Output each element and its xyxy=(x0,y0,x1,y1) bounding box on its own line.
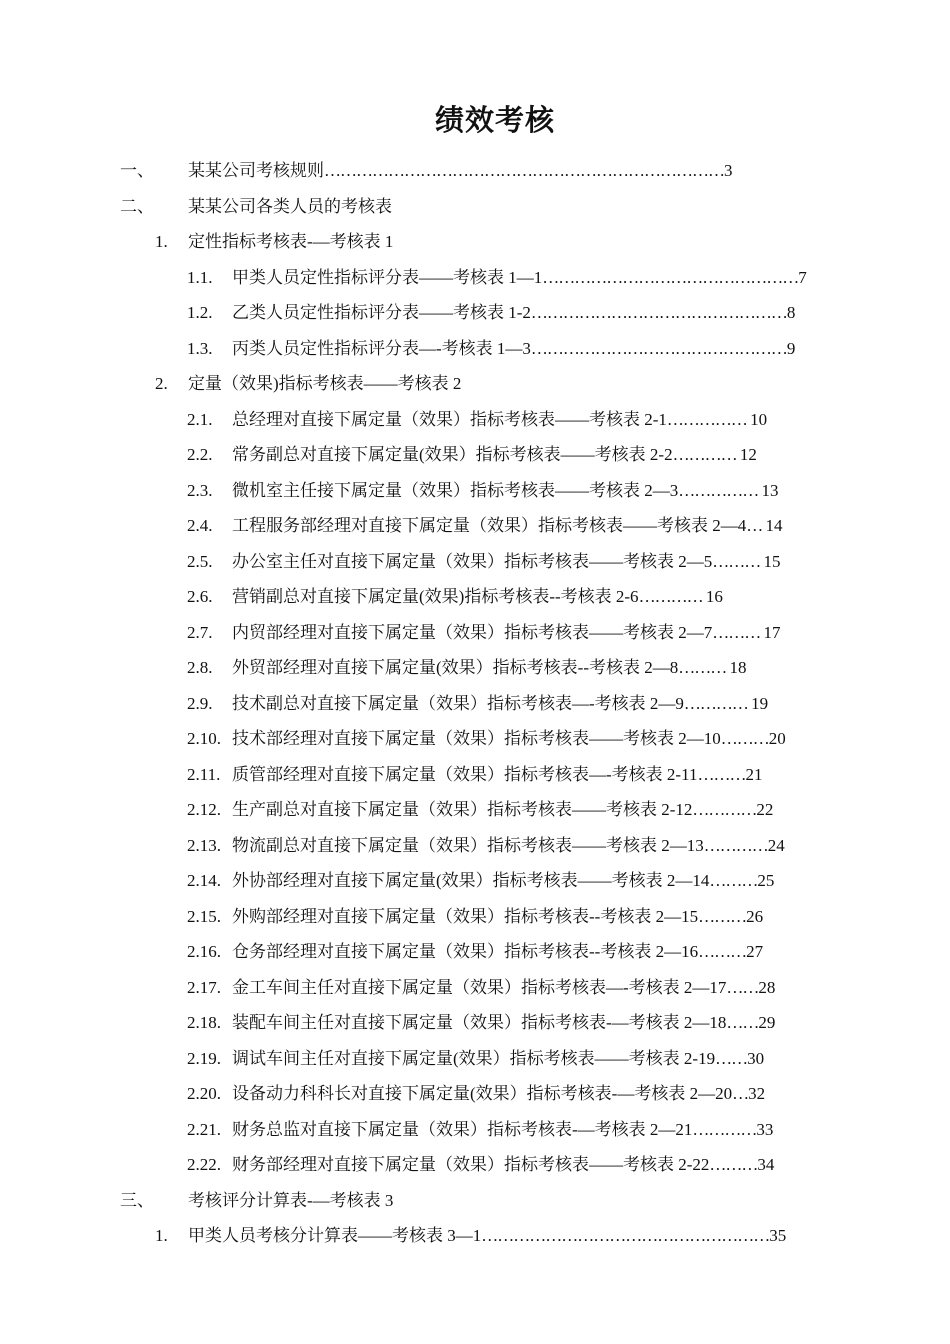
toc-entry-text xyxy=(232,1112,773,1148)
toc-entry-label: 技术部经理对直接下属定量（效果）指标考核表——考核表 2—10 xyxy=(232,729,721,748)
toc-entry-text xyxy=(232,402,767,438)
toc-entry-label: 财务总监对直接下属定量（效果）指标考核表-—考核表 2—21 xyxy=(232,1119,693,1139)
toc-entry-text xyxy=(232,721,786,757)
toc-entry-leader: ……… xyxy=(712,622,764,642)
toc-entry-page: 12 xyxy=(739,445,757,464)
toc-entry-number: 2.20. xyxy=(187,1084,221,1103)
toc-entry-text xyxy=(232,260,807,296)
table-of-contents xyxy=(0,153,950,1254)
toc-entry-number: 2.14. xyxy=(187,871,221,890)
toc-entry-label: 微机室主任接下属定量（效果）指标考核表——考核表 2—3 xyxy=(232,480,679,500)
toc-entry-page: 30 xyxy=(747,1048,765,1068)
toc-entry-page: 33 xyxy=(756,1119,774,1139)
toc-entry-label: 外贸部经理对直接下属定量(效果）指标考核表--考核表 2—8 xyxy=(232,658,679,677)
toc-entry-text xyxy=(188,366,461,402)
toc-entry-leader: …… xyxy=(715,1048,748,1068)
toc-entry-page: 7 xyxy=(798,267,807,287)
toc-entry-page: 9 xyxy=(786,338,796,358)
toc-entry-number: 2.13. xyxy=(187,835,221,855)
toc-entry-text xyxy=(232,1041,764,1077)
toc-entry-label: 设备动力科科长对直接下属定量(效果）指标考核表-—考核表 2—20 xyxy=(232,1084,733,1103)
toc-entry-label: 外购部经理对直接下属定量（效果）指标考核表--考核表 2—15 xyxy=(232,906,699,926)
toc-entry-label: 考核评分计算表-—考核表 3 xyxy=(188,1190,394,1210)
toc-entry-number: 1.2. xyxy=(187,303,213,322)
toc-entry-number: 2.2. xyxy=(187,445,213,464)
toc-entry-number: 2.15. xyxy=(187,906,221,926)
toc-entry-text xyxy=(188,153,733,189)
toc-entry-text xyxy=(232,757,762,793)
toc-entry-leader: ………………………………………………………………… xyxy=(324,161,724,180)
toc-entry-label: 定量（效果)指标考核表——考核表 2 xyxy=(188,374,462,393)
toc-entry-label: 外协部经理对直接下属定量(效果）指标考核表——考核表 2—14 xyxy=(232,871,710,890)
toc-entry-leader: ………… xyxy=(683,693,752,713)
toc-entry[interactable] xyxy=(0,402,950,438)
toc-entry-page: 13 xyxy=(761,480,779,500)
toc-entry-text xyxy=(232,473,779,509)
toc-entry-text xyxy=(232,579,723,615)
toc-entry-text xyxy=(232,1005,775,1041)
toc-entry-text xyxy=(188,1183,393,1219)
toc-entry[interactable] xyxy=(0,260,950,296)
toc-entry-text xyxy=(232,1076,765,1112)
toc-entry-number: 1. xyxy=(155,1226,168,1245)
toc-entry[interactable] xyxy=(0,899,950,935)
toc-entry[interactable] xyxy=(0,224,950,260)
toc-entry-label: 办公室主任对直接下属定量（效果）指标考核表——考核表 2—5 xyxy=(232,551,713,571)
toc-entry-page: 17 xyxy=(763,622,781,642)
toc-entry-leader: ………… xyxy=(672,445,740,464)
toc-entry[interactable] xyxy=(0,1183,950,1219)
toc-entry[interactable] xyxy=(0,1218,950,1254)
toc-entry[interactable] xyxy=(0,1076,950,1112)
toc-entry-page: 24 xyxy=(767,835,785,855)
toc-entry-label: 仓务部经理对直接下属定量（效果）指标考核表--考核表 2—16 xyxy=(232,942,699,961)
toc-entry[interactable] xyxy=(0,934,950,970)
toc-entry-label: 营销副总对直接下属定量(效果)指标考核表--考核表 2-6 xyxy=(232,587,639,606)
toc-entry-text xyxy=(232,437,757,473)
toc-entry-label: 丙类人员定性指标评分表—-考核表 1—3 xyxy=(232,338,531,358)
toc-entry-leader: ……… xyxy=(697,764,746,784)
toc-entry-number: 2.19. xyxy=(187,1048,221,1068)
toc-entry-page: 27 xyxy=(746,942,764,961)
toc-entry-page: 26 xyxy=(746,906,764,926)
toc-entry-number: 2.18. xyxy=(187,1013,221,1032)
toc-entry[interactable] xyxy=(0,828,950,864)
toc-entry[interactable] xyxy=(0,757,950,793)
toc-entry-number: 1.1. xyxy=(187,267,213,287)
toc-entry-leader: ……… xyxy=(709,1155,758,1174)
toc-entry-number: 2.17. xyxy=(187,977,221,997)
toc-entry-label: 工程服务部经理对直接下属定量（效果）指标考核表——考核表 2—4 xyxy=(232,516,747,535)
toc-entry-page: 16 xyxy=(705,587,723,606)
toc-entry-label: 装配车间主任对直接下属定量（效果）指标考核表-—考核表 2—18 xyxy=(232,1013,727,1032)
toc-entry-label: 定性指标考核表-—考核表 1 xyxy=(188,232,394,251)
toc-entry-page: 28 xyxy=(758,977,776,997)
toc-entry-leader: ………… xyxy=(692,1119,757,1139)
toc-entry-text xyxy=(188,1218,786,1254)
toc-entry[interactable] xyxy=(0,615,950,651)
toc-entry[interactable] xyxy=(0,792,950,828)
toc-entry-number: 1.3. xyxy=(187,338,213,358)
toc-entry-text xyxy=(232,1147,774,1183)
toc-entry[interactable] xyxy=(0,331,950,367)
toc-entry[interactable] xyxy=(0,1112,950,1148)
toc-entry[interactable] xyxy=(0,686,950,722)
toc-entry-text xyxy=(232,792,773,828)
toc-entry-number: 2.5. xyxy=(187,551,213,571)
toc-entry-text xyxy=(232,331,795,367)
toc-entry-label: 乙类人员定性指标评分表——考核表 1-2 xyxy=(232,303,531,322)
toc-entry-number: 2.3. xyxy=(187,480,213,500)
toc-entry-number: 2.21. xyxy=(187,1119,221,1139)
toc-entry-text xyxy=(232,615,781,651)
toc-entry-label: 金工车间主任对直接下属定量（效果）指标考核表—-考核表 2—17 xyxy=(232,977,727,997)
toc-entry[interactable] xyxy=(0,508,950,544)
toc-entry-leader: ………… xyxy=(692,800,757,819)
toc-entry-page: 14 xyxy=(765,516,783,535)
toc-entry-text xyxy=(232,863,774,899)
toc-entry-page: 29 xyxy=(758,1013,776,1032)
toc-entry-label: 调试车间主任对直接下属定量(效果）指标考核表——考核表 2-19 xyxy=(232,1048,716,1068)
toc-entry-label: 甲类人员考核分计算表——考核表 3—1 xyxy=(188,1226,482,1245)
toc-entry-leader: …………… xyxy=(678,480,762,500)
toc-entry[interactable] xyxy=(0,153,950,189)
toc-entry-label: 某某公司考核规则 xyxy=(188,161,324,180)
document-title: 绩效考核 xyxy=(434,103,555,137)
toc-entry-page: 34 xyxy=(757,1155,775,1174)
toc-entry-leader: ………………………………………… xyxy=(542,267,799,287)
toc-entry-page: 15 xyxy=(763,551,781,571)
toc-entry-number: 2.7. xyxy=(187,622,213,642)
toc-entry-leader: ……… xyxy=(698,942,747,961)
toc-entry-leader: ……… xyxy=(709,871,758,890)
toc-entry-label: 某某公司各类人员的考核表 xyxy=(188,196,392,216)
toc-entry-label: 质管部经理对直接下属定量（效果）指标考核表—-考核表 2-11 xyxy=(232,764,698,784)
toc-entry-leader: …… xyxy=(726,1013,759,1032)
toc-entry-page: 22 xyxy=(756,800,774,819)
toc-entry-leader: … xyxy=(732,1084,749,1103)
toc-entry-page: 18 xyxy=(729,658,747,677)
toc-entry-label: 内贸部经理对直接下属定量（效果）指标考核表——考核表 2—7 xyxy=(232,622,713,642)
toc-entry-text xyxy=(232,828,785,864)
toc-entry-label: 甲类人员定性指标评分表——考核表 1—1 xyxy=(232,267,543,287)
toc-entry-number: 2. xyxy=(155,374,168,393)
toc-entry-leader: ……… xyxy=(720,729,769,748)
toc-entry-text xyxy=(232,899,763,935)
toc-entry-text xyxy=(232,686,768,722)
toc-entry-text xyxy=(232,295,795,331)
toc-entry-text xyxy=(188,224,393,260)
toc-entry-leader: ……… xyxy=(678,658,730,677)
toc-entry-label: 生产副总对直接下属定量（效果）指标考核表——考核表 2-12 xyxy=(232,800,693,819)
toc-entry[interactable] xyxy=(0,1147,950,1183)
toc-entry-page: 21 xyxy=(745,764,763,784)
toc-entry[interactable] xyxy=(0,650,950,686)
toc-entry-number: 二、 xyxy=(120,196,154,216)
toc-entry-leader: ………………………………………… xyxy=(530,303,787,322)
toc-entry-number: 1. xyxy=(155,232,168,251)
toc-entry[interactable] xyxy=(0,437,950,473)
toc-entry-leader: …… xyxy=(726,977,759,997)
toc-entry-text xyxy=(232,970,775,1006)
toc-entry-page: 32 xyxy=(748,1084,766,1103)
toc-entry-leader: ……… xyxy=(712,551,764,571)
toc-entry-number: 2.16. xyxy=(187,942,221,961)
toc-entry-number: 2.12. xyxy=(187,800,221,819)
toc-entry-number: 2.10. xyxy=(187,729,221,748)
toc-entry[interactable] xyxy=(0,295,950,331)
toc-entry-text xyxy=(188,189,392,225)
toc-entry-number: 一、 xyxy=(120,161,154,180)
toc-entry[interactable] xyxy=(0,1005,950,1041)
toc-entry-leader: ……… xyxy=(698,906,747,926)
toc-entry[interactable] xyxy=(0,863,950,899)
toc-entry-leader: ………… xyxy=(638,587,706,606)
toc-entry-page: 35 xyxy=(769,1226,787,1245)
toc-entry[interactable] xyxy=(0,970,950,1006)
toc-entry-page: 19 xyxy=(751,693,769,713)
toc-entry-text xyxy=(232,650,746,686)
toc-entry-number: 2.11. xyxy=(187,764,221,784)
toc-entry-number: 2.6. xyxy=(187,587,213,606)
toc-entry-number: 2.4. xyxy=(187,516,213,535)
toc-entry-number: 三、 xyxy=(120,1190,154,1210)
toc-entry[interactable] xyxy=(0,721,950,757)
toc-entry-page: 3 xyxy=(724,161,733,180)
toc-entry-leader: ……………………………………………… xyxy=(481,1226,770,1245)
toc-entry-number: 2.8. xyxy=(187,658,213,677)
toc-entry-leader: …………… xyxy=(666,409,751,429)
toc-entry-page: 25 xyxy=(757,871,775,890)
toc-entry-leader: ………………………………………… xyxy=(530,338,787,358)
toc-entry-label: 物流副总对直接下属定量（效果）指标考核表——考核表 2—13 xyxy=(232,835,704,855)
toc-entry-leader: ………… xyxy=(703,835,768,855)
toc-entry[interactable] xyxy=(0,473,950,509)
toc-entry-text xyxy=(232,544,781,580)
toc-entry-label: 常务副总对直接下属定量(效果）指标考核表——考核表 2-2 xyxy=(232,445,673,464)
toc-entry[interactable] xyxy=(0,189,950,225)
toc-entry-number: 2.1. xyxy=(187,409,213,429)
toc-entry-page: 8 xyxy=(786,303,796,322)
toc-entry-page: 10 xyxy=(750,409,768,429)
toc-entry-label: 技术副总对直接下属定量（效果）指标考核表—-考核表 2—9 xyxy=(232,693,684,713)
toc-entry-number: 2.22. xyxy=(187,1155,221,1174)
toc-entry-leader: … xyxy=(746,516,766,535)
toc-entry[interactable] xyxy=(0,579,950,615)
toc-entry-number: 2.9. xyxy=(187,693,213,713)
toc-entry[interactable] xyxy=(0,366,950,402)
toc-entry-text xyxy=(232,934,763,970)
toc-entry-label: 总经理对直接下属定量（效果）指标考核表——考核表 2-1 xyxy=(232,409,667,429)
toc-entry-page: 20 xyxy=(768,729,786,748)
toc-entry[interactable] xyxy=(0,1041,950,1077)
toc-entry[interactable] xyxy=(0,544,950,580)
toc-entry-label: 财务部经理对直接下属定量（效果）指标考核表——考核表 2-22 xyxy=(232,1155,710,1174)
toc-entry-text xyxy=(232,508,783,544)
